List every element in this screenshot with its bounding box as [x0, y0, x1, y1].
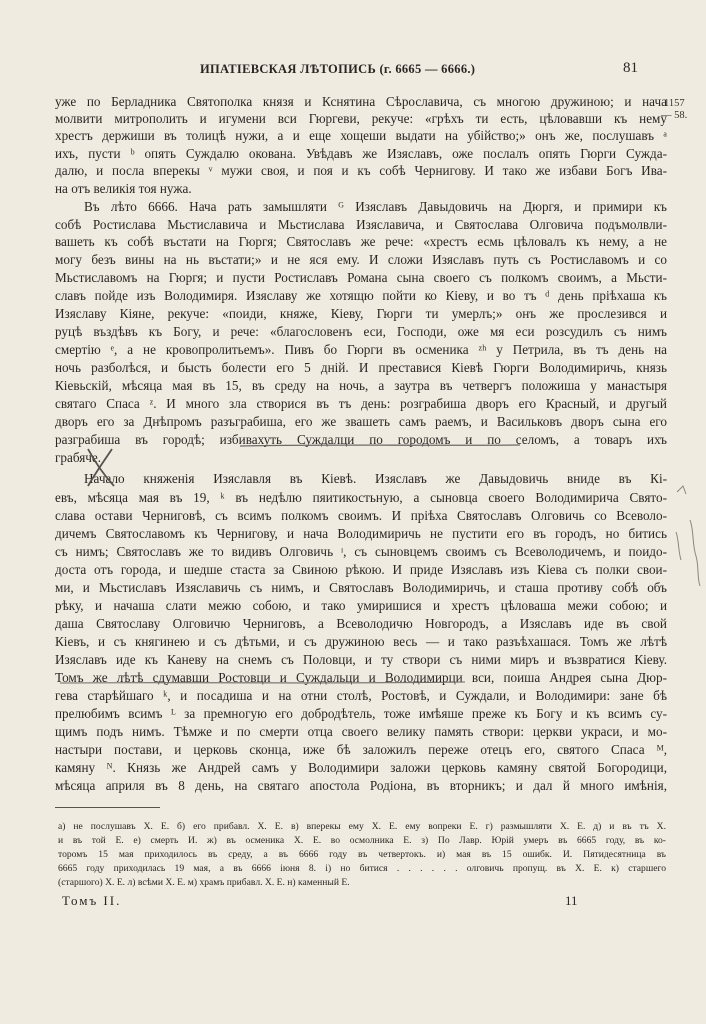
text-line: рѣку, и начаша слати межю собою, и тако умиришися и хрестъ цѣловаша межи собою; и: [55, 598, 667, 613]
footnote-line: а) не послушавъ Х. Е. б) его прибавл. Х. Е. в) вперекы ему Х. Е. ему вопреки Е. г) размышляти Х. Е. д) и въ тъ Х.: [58, 821, 666, 832]
text-line: Кіевъ, и съ княгинею и съ дѣтьми, и съ дружиною весь — и тако разъѣхашася. Томъ же лѣтѣ: [55, 634, 667, 649]
text-line: ихъ, пусти ᵇ опять Суждалю окована. Увѣдавъ же Изяславъ, оже послалъ опять Гюрги Сужда-: [55, 146, 667, 161]
text-line: гева старѣйшаго ᵏ, и посадиша и на отни столѣ, Ростовѣ, и Суждали, и Володимири: зане бѣ: [55, 688, 667, 703]
text-line: святаго Спаса ᶻ. И много зла створися въ тъ день: розграбиша дворъ его Красный, и другый: [55, 396, 667, 411]
footnote-line: и въ той Е. е) смерть И. ж) въ осменика Х. Е. во осмолника Е. з) По Лавр. Юрій умеръ въ 6665 году, въ ко-: [58, 835, 666, 846]
text-line: ми, и Мьстиславъ Изяславичь съ нимъ, и Святославъ Володимиричь, и сташа противу собѣ объ: [55, 580, 667, 595]
text-line: разграбиша въ городѣ; избивахуть Суждалци по городомъ и по селомъ, а товаръ ихъ: [55, 432, 667, 447]
printer-signature: 11: [565, 893, 578, 908]
text-line: Мьстиславомъ на Гюргя; и пусти Ростиславъ Романа сына своего съ полкомъ своимъ, а Мьсти-: [55, 270, 667, 285]
text-line: мѣсяца априля въ 8 день, на святаго апостола Родіона, въ вторникъ; и дал й много имѣнія,: [55, 778, 667, 793]
pencil-margin-scribble: [690, 520, 700, 586]
text-line: Томъ же лѣтѣ сдумавши Ростовци и Суждальци и Володимирци вси, поиша Андрея сына Дюр-: [55, 670, 667, 685]
text-line: настыри постави, и церковь сконца, иже бѣ заложилъ переже отецъ его, святого Спаса ᴹ,: [55, 742, 667, 757]
footnote-line: торомъ 15 мая приходилось въ среду, а въ 6666 году въ четвертокъ. и) мая въ 15 ошибк. И. Пятидесятница въ: [58, 849, 666, 860]
pencil-underline: [60, 682, 465, 683]
text-line: Изяславъ иде къ Каневу на снемъ съ Половци, и ту створи съ ними миръ и възвратися Кіеву.: [55, 652, 667, 667]
text-line: ночь разболѣся, и бысть болести его 5 дній. И преставися Кіевѣ Гюрги Володимиричь, князь: [55, 360, 667, 375]
text-line: уже по Берладника Святополка князя и Кснятина Сѣрославича, съ многою дружиною; и нача: [55, 94, 667, 109]
text-line: дичемъ Святославомъ къ Чернигову, и нача Володимиричь не пустити его въ городъ, но битись: [55, 526, 667, 541]
text-line: доста отъ города, и шедше стаста за Свиною рѣкою. И приде Изяславъ изъ Кіева съ полки свои-: [55, 562, 667, 577]
text-line: хрестъ держиши въ толицѣ нужи, а и еще хощеши выдати на убійство;» онъ же, послушавъ ᵃ: [55, 128, 667, 143]
text-line: на отъ великія тоя нужа.: [55, 181, 192, 196]
footnote-line: (старшого) Х. Е. л) всѣми Х. Е. м) храмъ прибавл. Х. Е. н) каменный Е.: [58, 877, 350, 888]
text-line: руцѣ въздѣвъ къ Богу, и рече: «благословенъ еси, Господи, оже мя еси розсудилъ съ нимъ: [55, 324, 667, 339]
text-line: славъ пойде изъ Володимиря. Изяславу же хотящю пойти ко Кіеву, и во тъ ᵈ день пріѣхаша къ: [55, 288, 667, 303]
text-line: смертію ᵉ, а не кровопролитьемъ». Пивъ бо Гюрги въ осменика ᶻʰ у Петрила, въ тъ день на: [55, 342, 667, 357]
pencil-margin-scribble: [677, 486, 686, 494]
text-line: Изяславу Кіяне, рекуче: «поиди, княже, Кіеву, Гюрги ти умерлъ;» онъ же прослезився и: [55, 306, 667, 321]
pencil-underline: [240, 445, 520, 446]
volume-label: Томъ II.: [62, 893, 122, 908]
text-line: слава остави Черниговѣ, съ всимъ полкомъ своимъ. И пріѣха Святославъ Олговичь со Всеволо-: [55, 508, 667, 523]
text-line: даша Святославу Олговичю Черниговъ, а Всеволодичю Новгородъ, а Изяславъ иде въ свой: [55, 616, 667, 631]
margin-year-1157: 1157: [664, 98, 685, 109]
text-line: евъ, мѣсяца мая въ 19, ᵏ въ недѣлю пяитикостьную, а сыновца своего Володимирича Свято-: [55, 490, 667, 505]
text-line: грабяче.: [55, 450, 102, 465]
text-line: щимъ подъ нимъ. Тѣмже и по смерти отца своего велику память створи: церкви украси, и мо-: [55, 724, 667, 739]
page-title: ИПАТІЕВСКАЯ ЛѢТОПИСЬ (г. 6665 — 6666.): [200, 62, 476, 76]
text-line: молвити митрополить и игумени вси Гюргеви, рекуче: «грѣхъ ти есть, цѣловавши къ нему: [55, 111, 667, 126]
text-line: вашеть къ собѣ въстати на Гюргя; Святославъ же рече: «хрестъ есмь цѣловалъ къ нему, а не: [55, 234, 667, 249]
text-line: могу безъ вины на нь въстати;» и не яся ему. И сложи Изяславъ путь съ Ростиславомъ и со: [55, 252, 667, 267]
pencil-margin-scribble: [676, 532, 681, 560]
text-line: Въ лѣто 6666. Нача рать замышляти ᴳ Изяславъ Давыдовичь на Дюргя, и примири къ: [84, 199, 667, 214]
text-line: дворъ его за Днѣпромъ разъграбиша, его же звашеть самъ раемъ, и Васильковъ дворъ сына его: [55, 414, 667, 429]
text-line: далю, и посла вперекы ᵛ мужи своя, и поя и къ собѣ Чернигову. И тако же избави Богъ Ива-: [55, 163, 667, 178]
section-heading-line: Начало княженія Изяславля въ Кіевѣ. Изяславъ же Давыдовичь вниде въ Кі-: [84, 471, 667, 486]
margin-year-58: — 58.: [661, 110, 688, 121]
footnote-line: 6665 году приходилась 19 мая, а въ 6666 іюня 8. і) но битися . . . . . . олговичь пропущ. въ Х. Е. к) старшего: [58, 863, 666, 874]
text-line: собѣ Ростислава Мьстиславича и Мьстислава Изяславича, и Святослава Олговича подъмолвли-: [55, 217, 667, 232]
text-line: Кіевьскій, мѣсяца мая въ 15, въ среду на ночь, а заутра въ четвергъ положиша у манастыря: [55, 378, 667, 393]
page-number: 81: [623, 60, 638, 76]
text-line: съ нимъ; Святославъ же то видивъ Олговичь ᶦ, съ сыновцемъ своимъ съ Всеволодичемъ, и поидо-: [55, 544, 667, 559]
text-line: прелюбимъ всимъ ᴸ за премногую его добродѣтель, тоже имѣяше преже къ Богу и къ всимъ су-: [55, 706, 667, 721]
text-line: камяну ᴺ. Князь же Андрей самъ у Володимири заложи церковь камяну святой Богородици,: [55, 760, 667, 775]
